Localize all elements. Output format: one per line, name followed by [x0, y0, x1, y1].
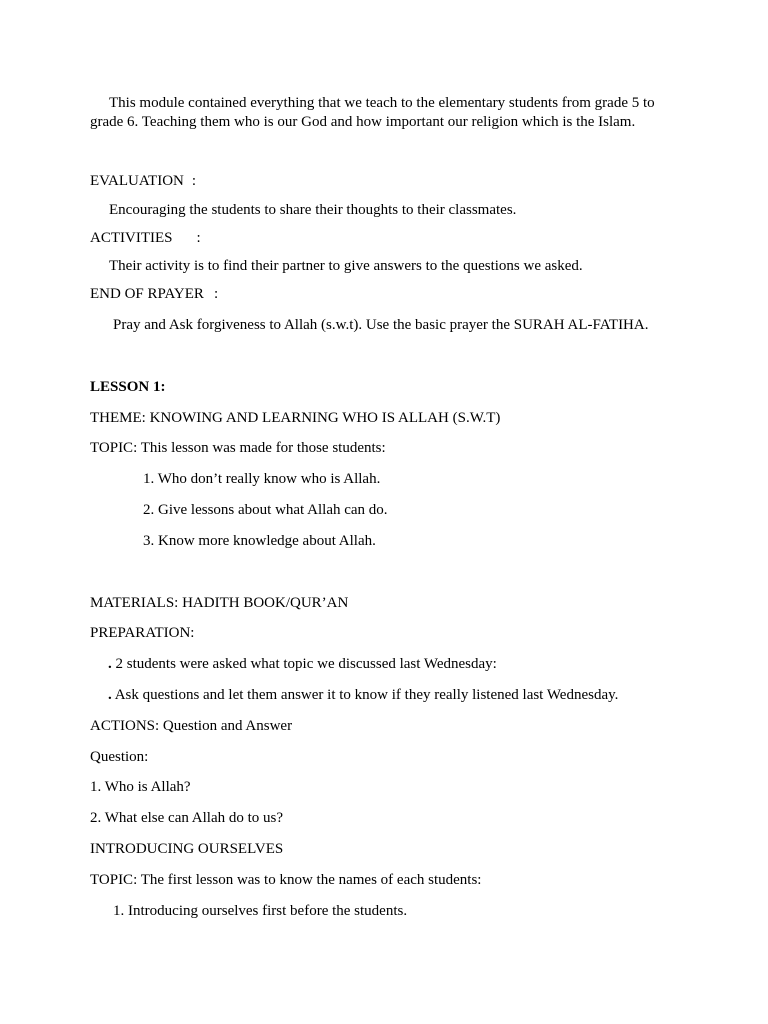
topic2-item: 1. Introducing ourselves first before the students.: [113, 903, 408, 919]
preparation-item: [108, 655, 497, 673]
question-label: Question:: [90, 749, 149, 765]
bullet-mark: .: [108, 687, 112, 703]
question-item: 2. What else can Allah do to us?: [90, 810, 284, 826]
end-prayer-text: Pray and Ask forgiveness to Allah (s.w.t). Use the basic prayer the SURAH AL-FATIHA.: [113, 317, 649, 333]
lesson-actions: ACTIONS: Question and Answer: [90, 718, 293, 734]
activities-text: Their activity is to find their partner to give answers to the questions we asked.: [109, 258, 583, 274]
activities-label: ACTIVITIES: [90, 230, 173, 246]
lesson-topic: TOPIC: This lesson was made for those students:: [90, 440, 386, 456]
intro-line-1: This module contained everything that we teach to the elementary students from grade 5 to: [109, 95, 655, 111]
end-prayer-label: END OF RPAYER: [90, 286, 204, 302]
preparation-item: [108, 686, 618, 704]
topic-item: 2. Give lessons about what Allah can do.: [143, 502, 388, 518]
introducing-heading: INTRODUCING OURSELVES: [90, 841, 284, 857]
bullet-mark: .: [108, 656, 112, 672]
activities-heading: [90, 229, 201, 247]
end-prayer-colon: :: [213, 286, 219, 302]
lesson-topic-2: TOPIC: The first lesson was to know the names of each students:: [90, 872, 482, 888]
evaluation-text: Encouraging the students to share their thoughts to their classmates.: [109, 202, 517, 218]
question-item: 1. Who is Allah?: [90, 779, 191, 795]
lesson-title: LESSON 1:: [90, 379, 166, 395]
intro-line-2: grade 6. Teaching them who is our God and how important our religion which is the Islam.: [90, 114, 636, 130]
preparation-item-text: 2 students were asked what topic we discussed last Wednesday:: [115, 656, 497, 672]
lesson-materials: MATERIALS: HADITH BOOK/QUR’AN: [90, 595, 349, 611]
topic-item: 1. Who don’t really know who is Allah.: [143, 471, 381, 487]
activities-colon: :: [196, 230, 201, 246]
evaluation-colon: :: [191, 173, 197, 189]
topic-item: 3. Know more knowledge about Allah.: [143, 533, 376, 549]
lesson-theme: THEME: KNOWING AND LEARNING WHO IS ALLAH (S.W.T): [90, 410, 501, 426]
evaluation-heading: [90, 172, 196, 190]
evaluation-label: EVALUATION: [90, 173, 184, 189]
end-prayer-heading: [90, 285, 218, 303]
lesson-preparation: PREPARATION:: [90, 625, 195, 641]
preparation-item-text: Ask questions and let them answer it to know if they really listened last Wednesday.: [114, 687, 619, 703]
